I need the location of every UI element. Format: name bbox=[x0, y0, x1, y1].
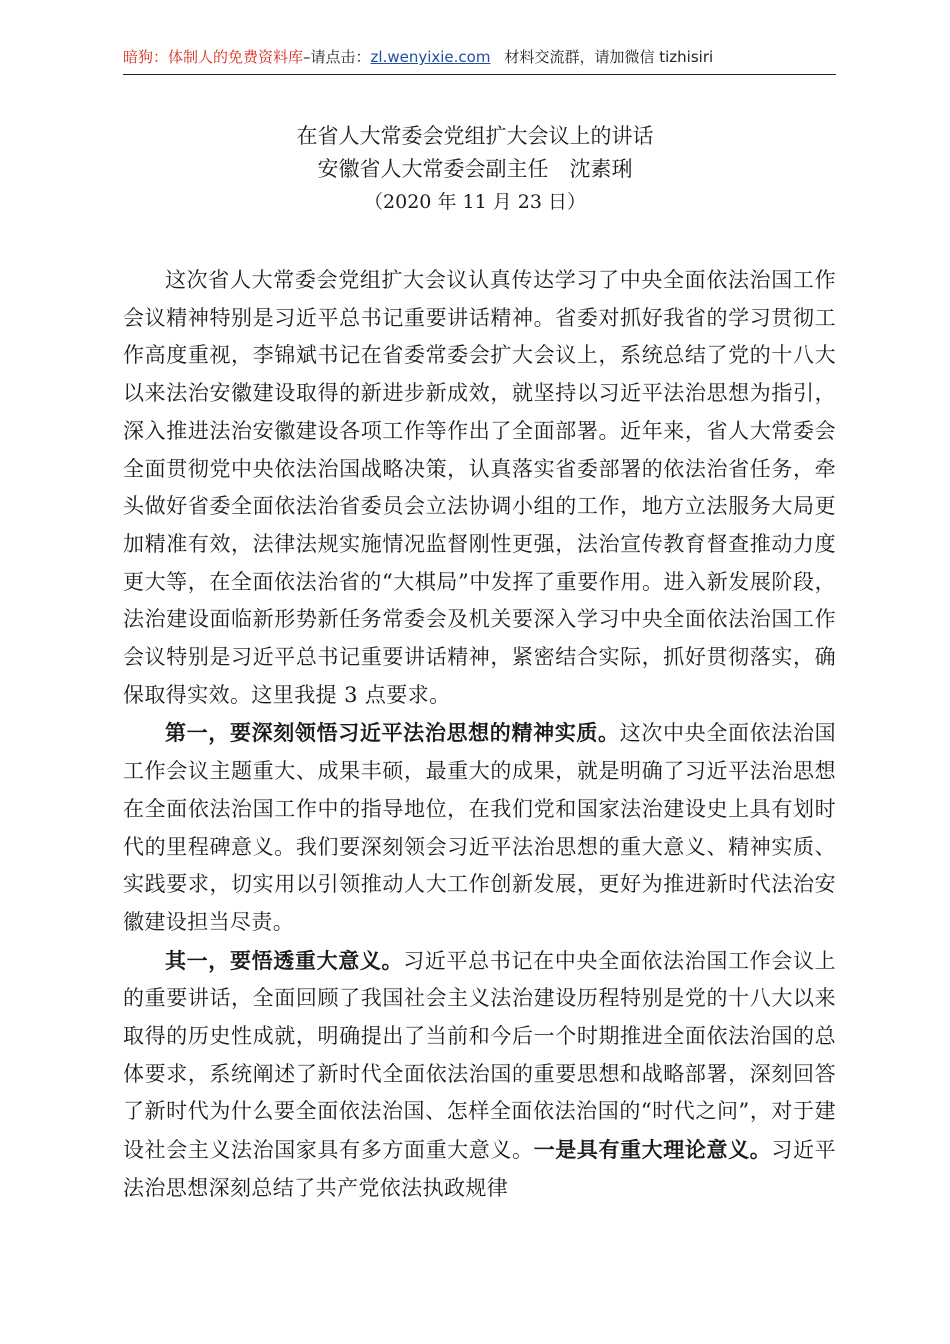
paragraph-3-tail: 习近平法治思想深刻总结了共产党依法执政规律 bbox=[123, 1138, 836, 1200]
paragraph-3 bbox=[123, 942, 836, 1208]
header-wechat: 材料交流群，请加微信 tizhisiri bbox=[504, 48, 714, 66]
paragraph-2-heading: 第一，要深刻领悟习近平法治思想的精神实质。 bbox=[165, 720, 620, 746]
paragraph-2-text: 这次中央全面依法治国工作会议主题重大、成果丰硕，最重大的成果，就是明确了习近平法治思想在全面依法治国工作中的指导地位，在我们党和国家法治建设史上具有划时代的里程碑意义。我们要深刻领会习近平法治思想的重大意义、精神实质、实践要求，切实用以引领推动人大工作创新发展，更好为推进新时代法治安徽建设担当尽责。 bbox=[123, 721, 836, 934]
paragraph-3-subheading: 一是具有重大理论意义。 bbox=[533, 1137, 772, 1163]
speaker-line: 安徽省人大常委会副主任 沈素琍 bbox=[317, 157, 633, 181]
paragraph-2 bbox=[123, 714, 836, 941]
page-header bbox=[123, 46, 836, 75]
header-brand: 暗狗：体制人的免费资料库 bbox=[123, 48, 304, 66]
paragraph-1-text: 这次省人大常委会党组扩大会议认真传达学习了中央全面依法治国工作会议精神特别是习近平总书记重要讲话精神。省委对抓好我省的学习贯彻工作高度重视，李锦斌书记在省委常委会扩大会议上，系统总结了党的十八大以来法治安徽建设取得的新进步新成效，就坚持以习近平法治思想为指引，深入推进法治安徽建设各项工作等作出了全面部署。近年来，省人大常委会全面贯彻党中央依法治国战略决策，认真落实省委部署的依法治省任务，牵头做好省委全面依法治省委员会立法协调小组的工作，地方立法服务大局更加精准有效，法律法规实施情况监督刚性更强，法治宣传教育督查推动力度更大等，在全面依法治省的“大棋局”中发挥了重要作用。进入新发展阶段，法治建设面临新形势新任务常委会及机关要深入学习中央全面依法治国工作会议特别是习近平总书记重要讲话精神，紧密结合实际，抓好贯彻落实，确保取得实效。这里我提 3 点要求。 bbox=[123, 268, 836, 707]
paragraph-3-heading: 其一，要悟透重大意义。 bbox=[165, 947, 404, 973]
body-text bbox=[123, 262, 836, 1208]
paragraph-3-text: 习近平总书记在中央全面依法治国工作会议上的重要讲话，全面回顾了我国社会主义法治建设历程特别是党的十八大以来取得的历史性成就，明确提出了当前和今后一个时期推进全面依法治国的总体要求，系统阐述了新时代全面依法治国的重要思想和战略部署，深刻回答了新时代为什么要全面依法治国、怎样全面依法治国的“时代之问”，对于建设社会主义法治国家具有多方面重大意义。 bbox=[123, 948, 836, 1163]
speech-title: 在省人大常委会党组扩大会议上的讲话 bbox=[296, 124, 654, 148]
speech-date: （2020 年 11 月 23 日） bbox=[364, 191, 586, 213]
title-block bbox=[0, 120, 950, 219]
header-click-prefix: –请点击： bbox=[303, 48, 371, 66]
header-link[interactable]: zl.wenyixie.com bbox=[370, 48, 491, 66]
paragraph-1 bbox=[123, 262, 836, 714]
